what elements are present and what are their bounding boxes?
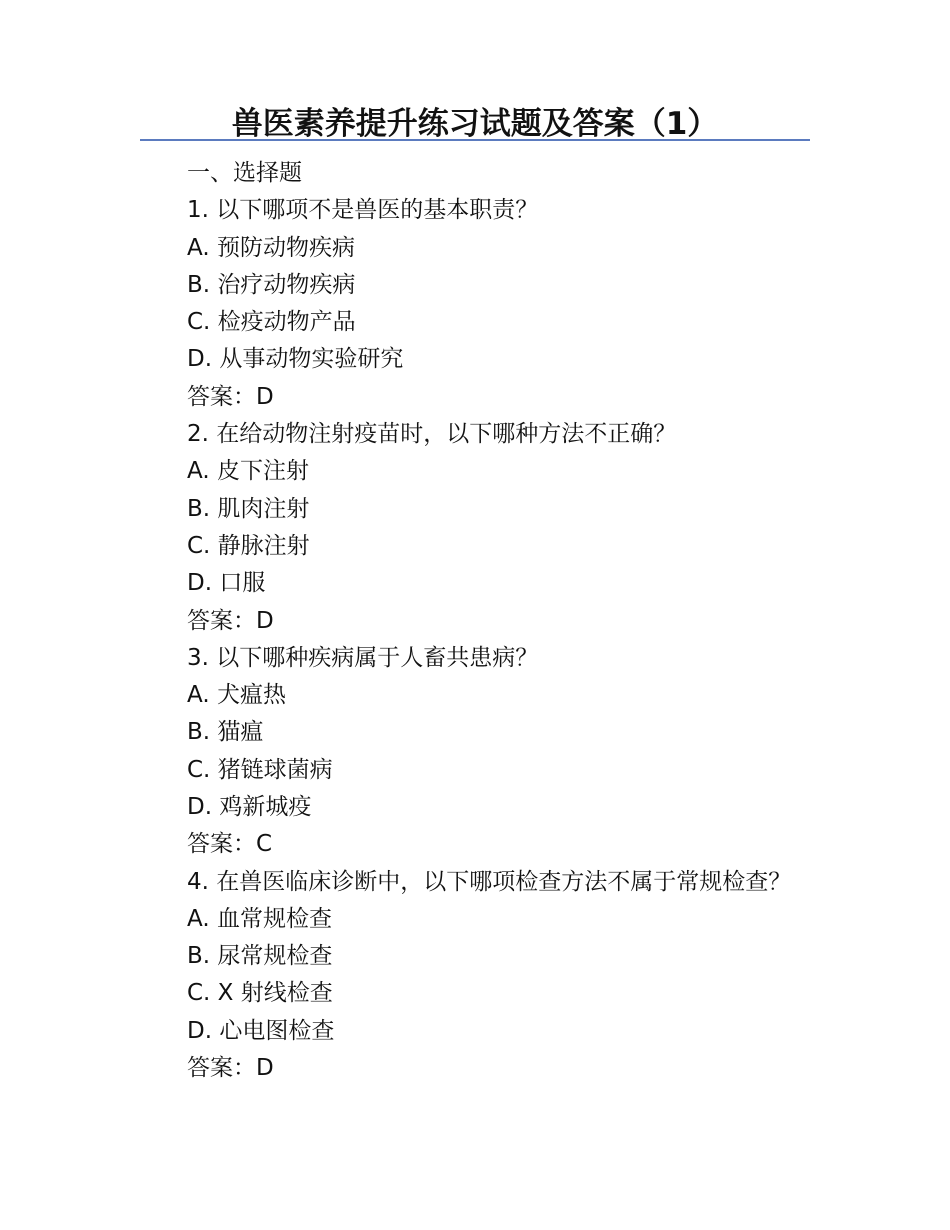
option-a: A. 预防动物疾病 xyxy=(187,234,355,261)
answer: 答案：C xyxy=(187,831,273,858)
option-b: B. 肌肉注射 xyxy=(187,495,310,522)
option-c: C. X 射线检查 xyxy=(187,980,333,1007)
section-heading: 一、选择题 xyxy=(187,160,302,186)
question-stem: 3. 以下哪种疾病属于人畜共患病？ xyxy=(187,644,539,671)
option-d: D. 心电图检查 xyxy=(187,1017,335,1044)
option-d: D. 从事动物实验研究 xyxy=(187,346,404,373)
option-b: B. 治疗动物疾病 xyxy=(187,271,356,298)
option-b: B. 尿常规检查 xyxy=(187,942,333,969)
question-stem: 4. 在兽医临床诊断中，以下哪项检查方法不属于常规检查？ xyxy=(187,868,792,895)
question-stem: 2. 在给动物注射疫苗时，以下哪种方法不正确？ xyxy=(187,421,677,448)
answer: 答案：D xyxy=(187,607,274,634)
option-a: A. 犬瘟热 xyxy=(187,682,286,709)
option-d: D. 口服 xyxy=(187,570,266,597)
option-c: C. 猪链球菌病 xyxy=(187,756,333,783)
option-b: B. 猫瘟 xyxy=(187,719,264,746)
title-underline xyxy=(140,139,810,141)
question-2 xyxy=(140,416,795,640)
question-3 xyxy=(140,640,795,864)
document-body xyxy=(140,155,795,1087)
option-a: A. 血常规检查 xyxy=(187,905,332,932)
option-c: C. 静脉注射 xyxy=(187,532,310,559)
answer: 答案：D xyxy=(187,383,274,410)
option-d: D. 鸡新城疫 xyxy=(187,794,312,821)
question-1 xyxy=(140,192,795,416)
question-4 xyxy=(140,864,795,1087)
answer: 答案：D xyxy=(187,1054,274,1081)
question-stem: 1. 以下哪项不是兽医的基本职责？ xyxy=(187,197,539,224)
option-a: A. 皮下注射 xyxy=(187,458,309,485)
document-title: 兽医素养提升练习试题及答案（1） xyxy=(231,106,719,142)
option-c: C. 检疫动物产品 xyxy=(187,309,356,336)
